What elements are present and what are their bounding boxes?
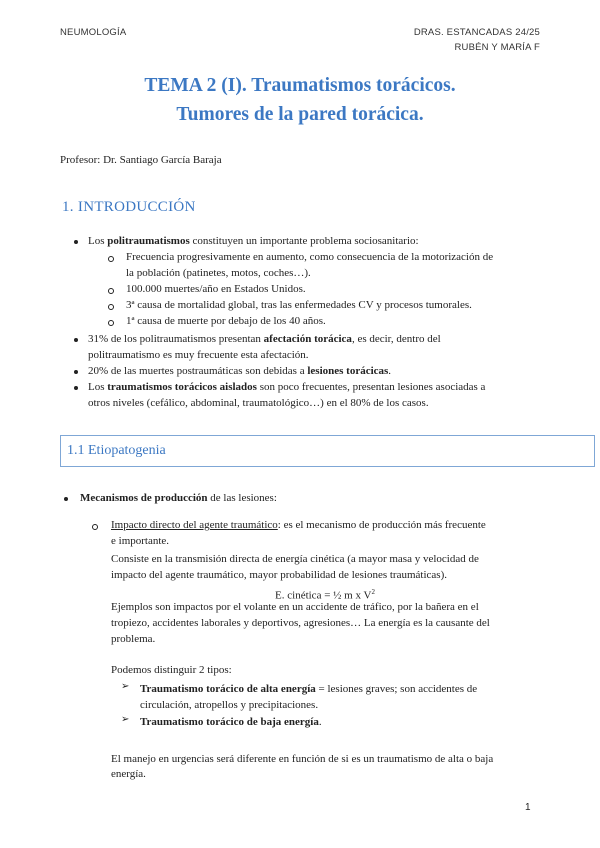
header-subject: NEUMOLOGÍA [60,27,127,38]
list-item: Traumatismo torácico de alta energía = lesiones graves; son accidentes de [140,683,478,695]
header-authors-line2: RUBÉN Y MARÍA F [454,42,540,53]
section-heading-etiopatogenia: 1.1 Etiopatogenia [67,443,166,458]
list-item: Los traumatismos torácicos aislados son poco frecuentes, presentan lesiones asociadas a [88,381,486,393]
circle-bullet-icon [108,320,114,326]
list-item: 31% de los politraumatismos presentan afectación torácica, es decir, dentro del [88,333,441,345]
page-number: 1 [525,802,531,813]
list-item: Traumatismo torácico de baja energía. [140,716,322,728]
circle-bullet-icon [108,288,114,294]
list-item: 20% de las muertes postraumáticas son debidas a lesiones torácicas. [88,365,392,377]
list-item: 1ª causa de muerte por debajo de los 40 años. [126,315,326,327]
list-item-continuation: la población (patinetes, motos, coches…). [126,267,311,279]
circle-bullet-icon [108,304,114,310]
paragraph-line: tropiezo, accidentes laborales y deportivos, agresiones… La energía es la causante del [111,617,490,629]
list-item: 3ª causa de mortalidad global, tras las enfermedades CV y procesos tumorales. [126,299,472,311]
paragraph-line: Podemos distinguir 2 tipos: [111,664,232,676]
paragraph-line: energía. [111,768,146,780]
paragraph-line: impacto del agente traumático, mayor probabilidad de lesiones traumáticas). [111,569,447,581]
list-item: Impacto directo del agente traumático: es el mecanismo de producción más frecuente [111,519,486,531]
circle-bullet-icon [108,256,114,262]
header-authors-line1: DRAS. ESTANCADAS 24/25 [413,27,540,38]
list-item-continuation: circulación, atropellos y precipitaciones. [140,699,319,711]
paragraph-line: El manejo en urgencias será diferente en función de si es un traumatismo de alta o baja [111,753,494,765]
paragraph-line: problema. [111,633,156,645]
arrow-bullet-icon: ➢ [121,714,130,725]
bullet-icon [74,240,78,244]
list-item: Frecuencia progresivamente en aumento, como consecuencia de la motorización de [126,251,494,263]
section-heading-introduccion: 1. INTRODUCCIÓN [62,199,196,215]
page-title-line2: Tumores de la pared torácica. [176,104,424,125]
list-item-continuation: e importante. [111,535,170,547]
list-item-continuation: otros niveles (cefálico, abdominal, traumatológico…) en el 80% de los casos. [88,397,429,409]
list-item: Mecanismos de producción de las lesiones: [80,492,277,504]
bullet-icon [74,386,78,390]
page-title-line1: TEMA 2 (I). Traumatismos torácicos. [144,75,456,96]
bullet-icon [64,497,68,501]
circle-bullet-icon [92,524,98,530]
kinetic-energy-formula: E. cinética = ½ m x $V^2$ [275,588,375,602]
list-item-continuation: politraumatismo es muy frecuente esta afectación. [88,349,309,361]
professor-line: Profesor: Dr. Santiago García Baraja [60,154,222,166]
paragraph-line: Consiste en la transmisión directa de energía cinética (a mayor masa y velocidad de [111,553,479,565]
section-heading-box [60,435,595,467]
bullet-icon [74,338,78,342]
list-item: 100.000 muertes/año en Estados Unidos. [126,283,306,295]
bullet-icon [74,370,78,374]
paragraph-line: Ejemplos son impactos por el volante en un accidente de tráfico, por la bañera en el [111,601,479,613]
arrow-bullet-icon: ➢ [121,681,130,692]
list-item: Los politraumatismos constituyen un importante problema sociosanitario: [88,235,419,247]
